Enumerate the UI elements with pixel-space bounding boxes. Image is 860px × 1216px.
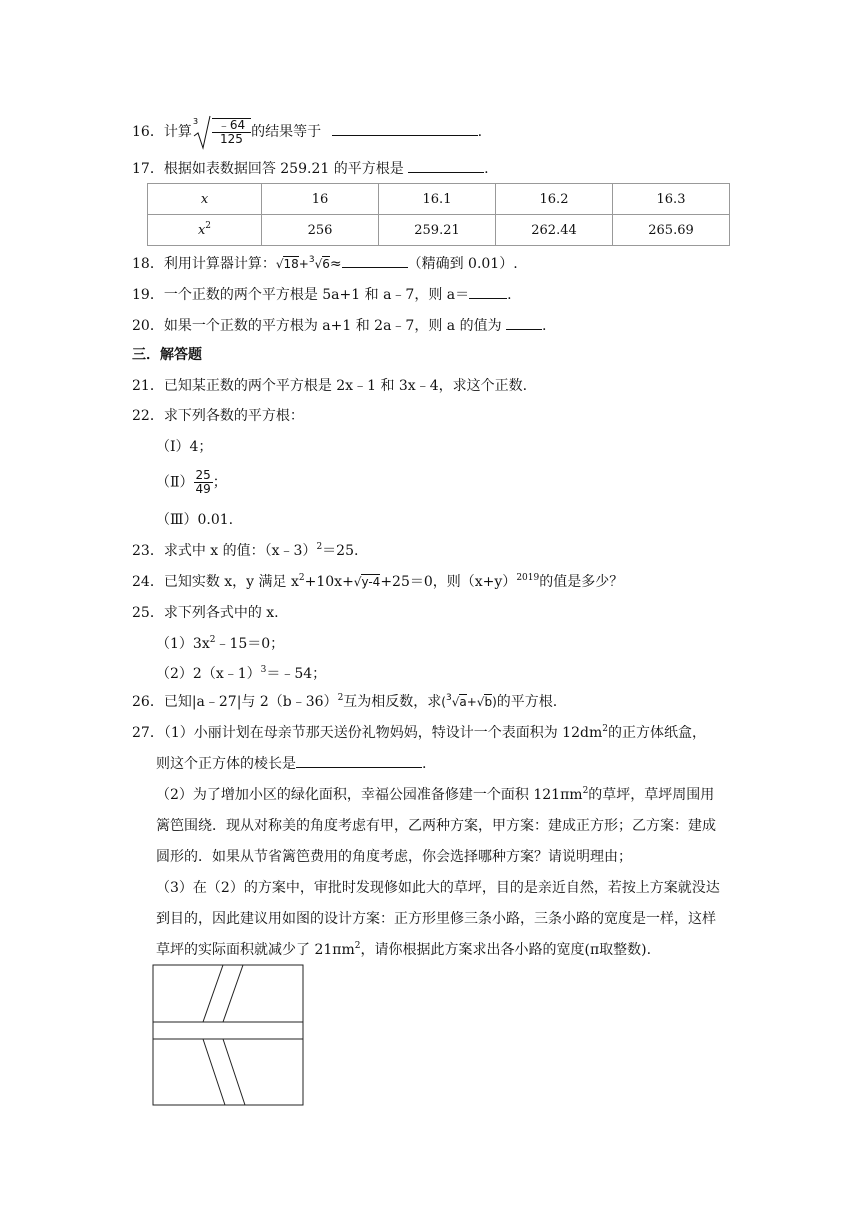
question-20: 20．如果一个正数的平方根为 a+1 和 2a﹣7，则 a 的值为 . (132, 315, 546, 336)
answer-blank[interactable] (408, 158, 484, 173)
question-27-part-2: （2）为了增加小区的绿化面积，幸福公园准备修建一个面积 $121\pi m^2$的草坪，草坪周围用篱笆围绕．现从对称美的角度考虑有甲，乙两种方案，甲方案：建成正方形；乙方案：建成圆形的．如果从节省篱笆费用的角度考虑，你会选择哪种方案？请说明理由； (156, 786, 716, 865)
radical-expression: ($^3$√a+√b) (441, 693, 497, 709)
data-table (147, 183, 730, 246)
answer-blank[interactable] (296, 753, 422, 768)
question-22-part-iii: （Ⅲ）0.01. (156, 512, 234, 528)
question-22-part-ii: （Ⅱ） $\frac{25}{49}$ ； (156, 468, 227, 496)
question-26: 26．已知|a﹣27|与 2（b﹣36）$^2$互为相反数，求($^3$√a+√b)的平方根. (132, 693, 558, 710)
radical-expression: √y-4 (353, 575, 381, 589)
question-23: 23．求式中 x 的值：（x﹣3）$^2$＝25. (132, 542, 359, 559)
fraction: $\frac{25}{49}$ (195, 468, 211, 496)
question-27-part-1-line2: 则这个正方体的棱长是 . (156, 753, 426, 774)
question-19: 19．一个正数的两个平方根是 5a+1 和 a﹣7，则 a＝ . (132, 284, 512, 305)
question-22-part-i: （Ⅰ）4； (156, 439, 213, 455)
question-25: 25．求下列各式中的 x. (132, 605, 279, 621)
question-21: 21．已知某正数的两个平方根是 2x﹣1 和 3x﹣4，求这个正数. (132, 378, 528, 394)
question-17: 17．根据如表数据回答 259.21 的平方根是 . (132, 158, 489, 179)
section-heading: 三．解答题 (132, 347, 202, 363)
question-27: 27．（1）小丽计划在母亲节那天送份礼物妈妈，特设计一个表面积为 $12dm^2$的正方体纸盒， (132, 724, 706, 741)
cube-root-expression: 3 $\frac{﹣64}{125}$ (192, 114, 251, 150)
answer-blank[interactable] (469, 284, 507, 299)
question-22: 22．求下列各数的平方根： (132, 408, 304, 424)
question-24: 24．已知实数 x，y 满足 $x^2+10x+√y-4+25=0$，则$(x+y)^{2019}$的值是多少？ (132, 573, 624, 590)
question-16: 16．计算 3 $\frac{﹣64}{125}$ 的结果等于 . (132, 114, 482, 150)
table-row: $x^2$ 256 259.21 262.44 265.69 (148, 215, 730, 246)
lawn-figure (150, 962, 306, 1108)
question-25-part-1: $(1)3x^2﹣15=0$； (156, 635, 285, 652)
question-25-part-2: （2）2（x﹣1）$^3$＝﹣54； (156, 665, 327, 682)
answer-blank[interactable] (342, 253, 408, 268)
table-row: x 16 16.1 16.2 16.3 (148, 184, 730, 215)
question-27-part-3: （3）在（2）的方案中，审批时发现修如此大的草坪，目的是亲近自然，若按上方案就没达到目的，因此建议用如图的设计方案：正方形里修三条小路，三条小路的宽度是一样，这样草坪的实际面积就减少了 $21\pi m^2$，请你根据此方案求出各小路的宽度(π取整数). (156, 880, 720, 958)
radical-expression: √18+$^3$√6 (275, 255, 330, 271)
svg-text:3: 3 (192, 117, 198, 126)
question-18: 18．利用计算器计算：√18+$^3$√6≈ （精确到 0.01）. (132, 255, 518, 272)
answer-blank[interactable] (506, 315, 542, 330)
answer-blank[interactable] (332, 121, 478, 136)
